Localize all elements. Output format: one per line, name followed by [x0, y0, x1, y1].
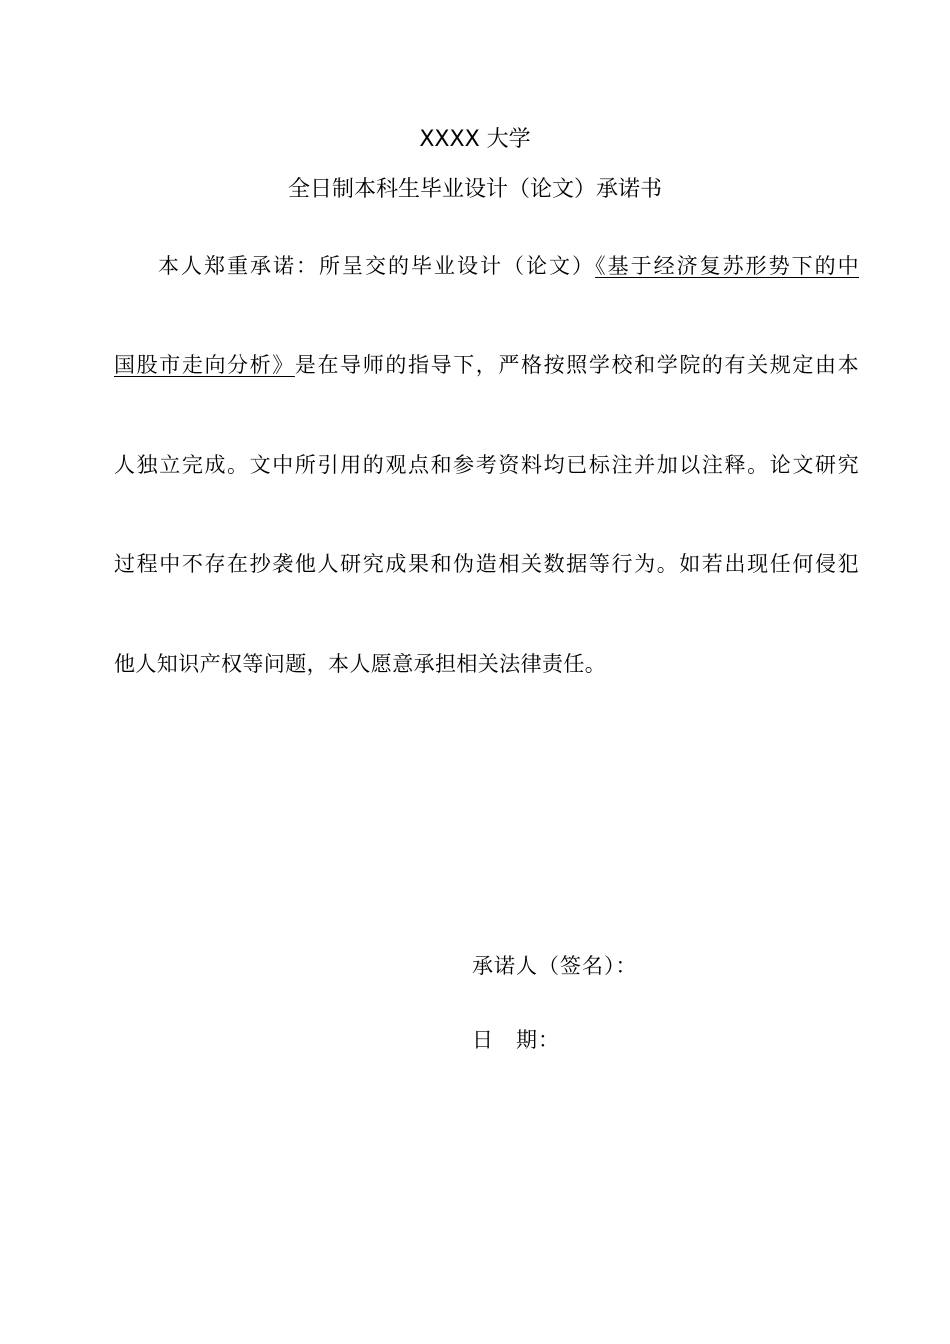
- paragraph-line-5: 他人知识产权等问题，本人愿意承担相关法律责任。: [114, 652, 607, 676]
- paragraph-line-2: [114, 351, 859, 379]
- commitment-intro: 本人郑重承诺：所呈交的毕业设计（论文）: [158, 254, 596, 278]
- paragraph-text: 是在导师的指导下，严格按照学校和学院的有关规定由本: [294, 353, 860, 377]
- thesis-title-part-2: 国股市走向分析》: [114, 353, 295, 377]
- date-label: 日 期：: [472, 1028, 560, 1052]
- paragraph-line-3: 人独立完成。文中所引用的观点和参考资料均已标注并加以注释。论文研究: [114, 453, 859, 477]
- university-name: XXXX 大学: [419, 127, 531, 152]
- signer-label: 承诺人（签名）：: [472, 954, 638, 978]
- thesis-title-part-1: 《基于经济复苏形势下的中: [595, 254, 859, 278]
- paragraph-line-1: [158, 252, 859, 280]
- paragraph-line-4: 过程中不存在抄袭他人研究成果和伪造相关数据等行为。如若出现任何侵犯: [114, 552, 859, 576]
- document-title: 全日制本科生毕业设计（论文）承诺书: [287, 177, 662, 202]
